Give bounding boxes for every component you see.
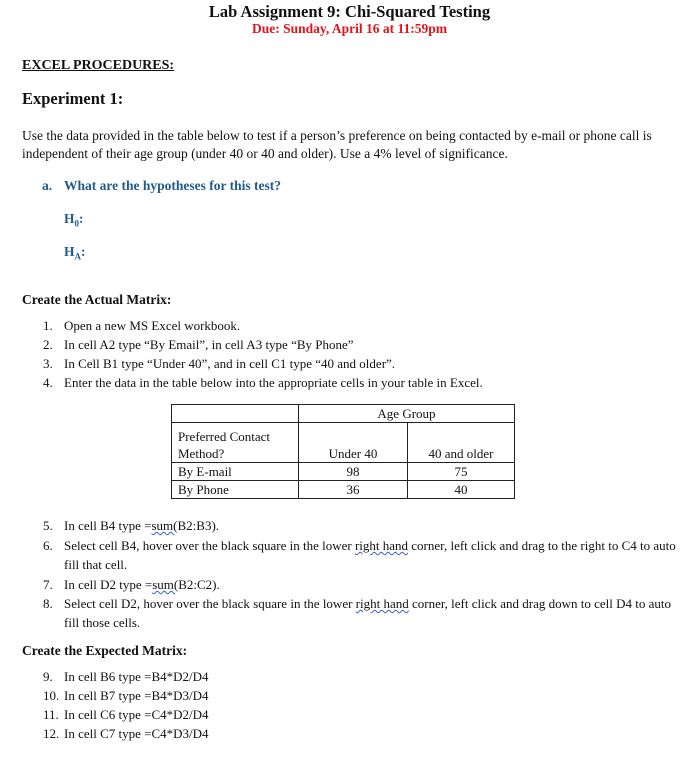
step-text: In Cell B1 type “Under 40”, and in cell C1 type “40 and older”.: [64, 356, 396, 371]
document-title: Lab Assignment 9: Chi-Squared Testing: [208, 2, 491, 21]
step-number: 2.: [43, 337, 53, 352]
table-row: [172, 481, 515, 499]
step-number: 5.: [43, 518, 53, 533]
step-number: 8.: [43, 596, 53, 611]
expected-matrix-steps: [43, 667, 209, 743]
list-item: [43, 705, 209, 724]
step-text: In cell B7 type =B4*D3/D4: [64, 688, 209, 703]
step-number: 12.: [43, 726, 60, 741]
step-text: In cell B4 type =: [64, 518, 152, 533]
step-text-end: B2:C2).: [178, 577, 220, 592]
actual-matrix-steps: [43, 316, 483, 392]
table-subheader-row: [172, 423, 515, 446]
spellcheck-word: right hand: [354, 538, 409, 553]
spellcheck-word: sum(: [151, 518, 178, 533]
step-text: In cell C7 type =C4*D3/D4: [64, 726, 209, 741]
table-header-row: [172, 405, 515, 423]
h0-colon: :: [79, 211, 84, 226]
step-number: 4.: [43, 375, 53, 390]
due-date: Due: Sunday, April 16 at 11:59pm: [251, 21, 448, 36]
step-number: 3.: [43, 356, 53, 371]
cell-email-under-40: 98: [299, 463, 408, 481]
step-8: [43, 594, 683, 632]
row-label-phone: By Phone: [172, 481, 299, 499]
step-text-end: corner, left click and drag to the right to C4 to auto fill that cell.: [64, 538, 676, 572]
question-a-text: What are the hypotheses for this test?: [64, 178, 281, 193]
step-number: 9.: [43, 669, 53, 684]
intro-paragraph: Use the data provided in the table below to test if a person’s preference on being contacted by e-mail or phone call is independent of their age group (under 40 or 40 and older). Use a 4% level of significance.: [22, 128, 652, 161]
step-6: [43, 536, 683, 574]
step-text: Open a new MS Excel workbook.: [64, 318, 241, 333]
row-header-label-2: Method?: [172, 445, 299, 463]
list-item: [43, 373, 483, 392]
step-number: 1.: [43, 318, 53, 333]
step-text-end: B2:B3).: [177, 518, 220, 533]
cell-phone-under-40: 36: [299, 481, 408, 499]
list-item: [43, 686, 209, 705]
h0-main: H: [64, 211, 75, 226]
step-text: Enter the data in the table below into the appropriate cells in your table in Excel.: [64, 375, 483, 390]
experiment-heading: Experiment 1:: [22, 89, 124, 108]
step-number: 6.: [43, 538, 53, 553]
cell-email-40-older: 75: [408, 463, 515, 481]
table-corner-cell: [172, 405, 299, 423]
cell-phone-40-older: 40: [408, 481, 515, 499]
h0-sub: 0: [74, 218, 80, 229]
ha-sub: A: [74, 251, 82, 262]
step-number: 11.: [43, 707, 59, 722]
list-item: [43, 354, 483, 373]
step-text: In cell D2 type =: [64, 577, 153, 592]
list-item: [43, 335, 483, 354]
list-item: [43, 316, 483, 335]
data-table: [171, 404, 515, 499]
expected-matrix-heading: Create the Expected Matrix:: [22, 643, 188, 658]
excel-procedures-heading: EXCEL PROCEDURES:: [22, 58, 175, 73]
step-number: 10.: [43, 688, 60, 703]
spellcheck-word: right hand: [355, 596, 409, 611]
step-text: Select cell D2, hover over the black square in the lower: [64, 596, 356, 611]
ha-hypothesis: [64, 244, 86, 262]
question-a: [42, 178, 281, 194]
step-text: In cell A2 type “By Email”, in cell A3 type “By Phone”: [64, 337, 354, 352]
actual-matrix-heading: Create the Actual Matrix:: [22, 292, 172, 307]
col-header-under-40: Under 40: [299, 423, 408, 463]
list-item: [43, 667, 209, 686]
step-text-end: corner, left click and drag down to cell D4 to auto fill those cells.: [64, 596, 672, 630]
list-item: [43, 724, 209, 743]
age-group-header: Age Group: [299, 405, 515, 423]
h0-hypothesis: [64, 211, 84, 229]
table-row: [172, 463, 515, 481]
row-label-email: By E-mail: [172, 463, 299, 481]
step-text: In cell C6 type =C4*D2/D4: [64, 707, 209, 722]
step-5: [43, 516, 683, 535]
spellcheck-word: sum(: [152, 577, 179, 592]
ha-colon: :: [81, 244, 86, 259]
ha-main: H: [64, 244, 75, 259]
step-text: In cell B6 type =B4*D2/D4: [64, 669, 209, 684]
step-number: 7.: [43, 577, 53, 592]
step-7: [43, 575, 683, 594]
question-a-label: a.: [42, 178, 53, 193]
row-header-label-1: Preferred Contact: [172, 423, 299, 446]
step-text: Select cell B4, hover over the black square in the lower: [64, 538, 355, 553]
col-header-40-older: 40 and older: [408, 423, 515, 463]
